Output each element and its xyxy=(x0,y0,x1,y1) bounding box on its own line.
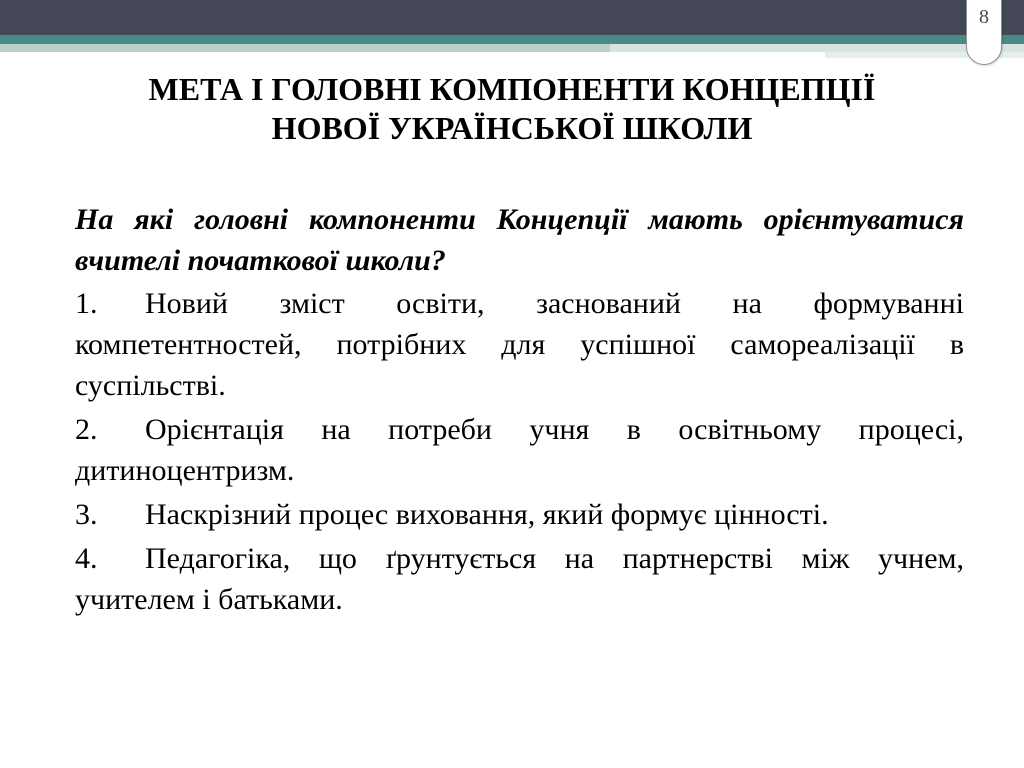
list-item xyxy=(75,409,964,491)
list-item-text: Педагогіка, що ґрунтується на партнерстві між учнем, учителем і батьками. xyxy=(75,542,964,616)
header-band-teal xyxy=(0,35,1024,44)
list-item-text: Новий зміст освіти, заснований на формуванні компетентностей, потрібних для успішної самореалізації в суспільстві. xyxy=(75,287,964,402)
header-band-light xyxy=(0,44,610,52)
slide-title xyxy=(60,70,964,148)
list-item-number: 1. xyxy=(75,287,98,320)
page-number-badge xyxy=(966,0,1002,65)
question-text: На які головні компоненти Концепції мають орієнтуватися вчителі початкової школи? xyxy=(75,203,964,277)
slide-title-line-1: МЕТА І ГОЛОВНІ КОМПОНЕНТИ КОНЦЕПЦІЇ xyxy=(148,71,876,107)
header-band-dark xyxy=(0,0,1024,35)
list-item xyxy=(75,494,964,535)
list-item-number: 2. xyxy=(75,413,98,446)
list-item xyxy=(75,283,964,406)
slide-title-line-2: НОВОЇ УКРАЇНСЬКОЇ ШКОЛИ xyxy=(271,110,753,146)
header-band-lighter xyxy=(610,44,1024,52)
list-item-text: Орієнтація на потреби учня в освітньому процесі, дитиноцентризм. xyxy=(75,413,964,487)
list-item-text: Наскрізний процес виховання, який формує цінності. xyxy=(145,498,829,531)
slide-body xyxy=(75,199,964,623)
list-item-number: 3. xyxy=(75,498,98,531)
list-item-number: 4. xyxy=(75,542,98,575)
page-number: 8 xyxy=(979,6,989,28)
list-item xyxy=(75,538,964,620)
